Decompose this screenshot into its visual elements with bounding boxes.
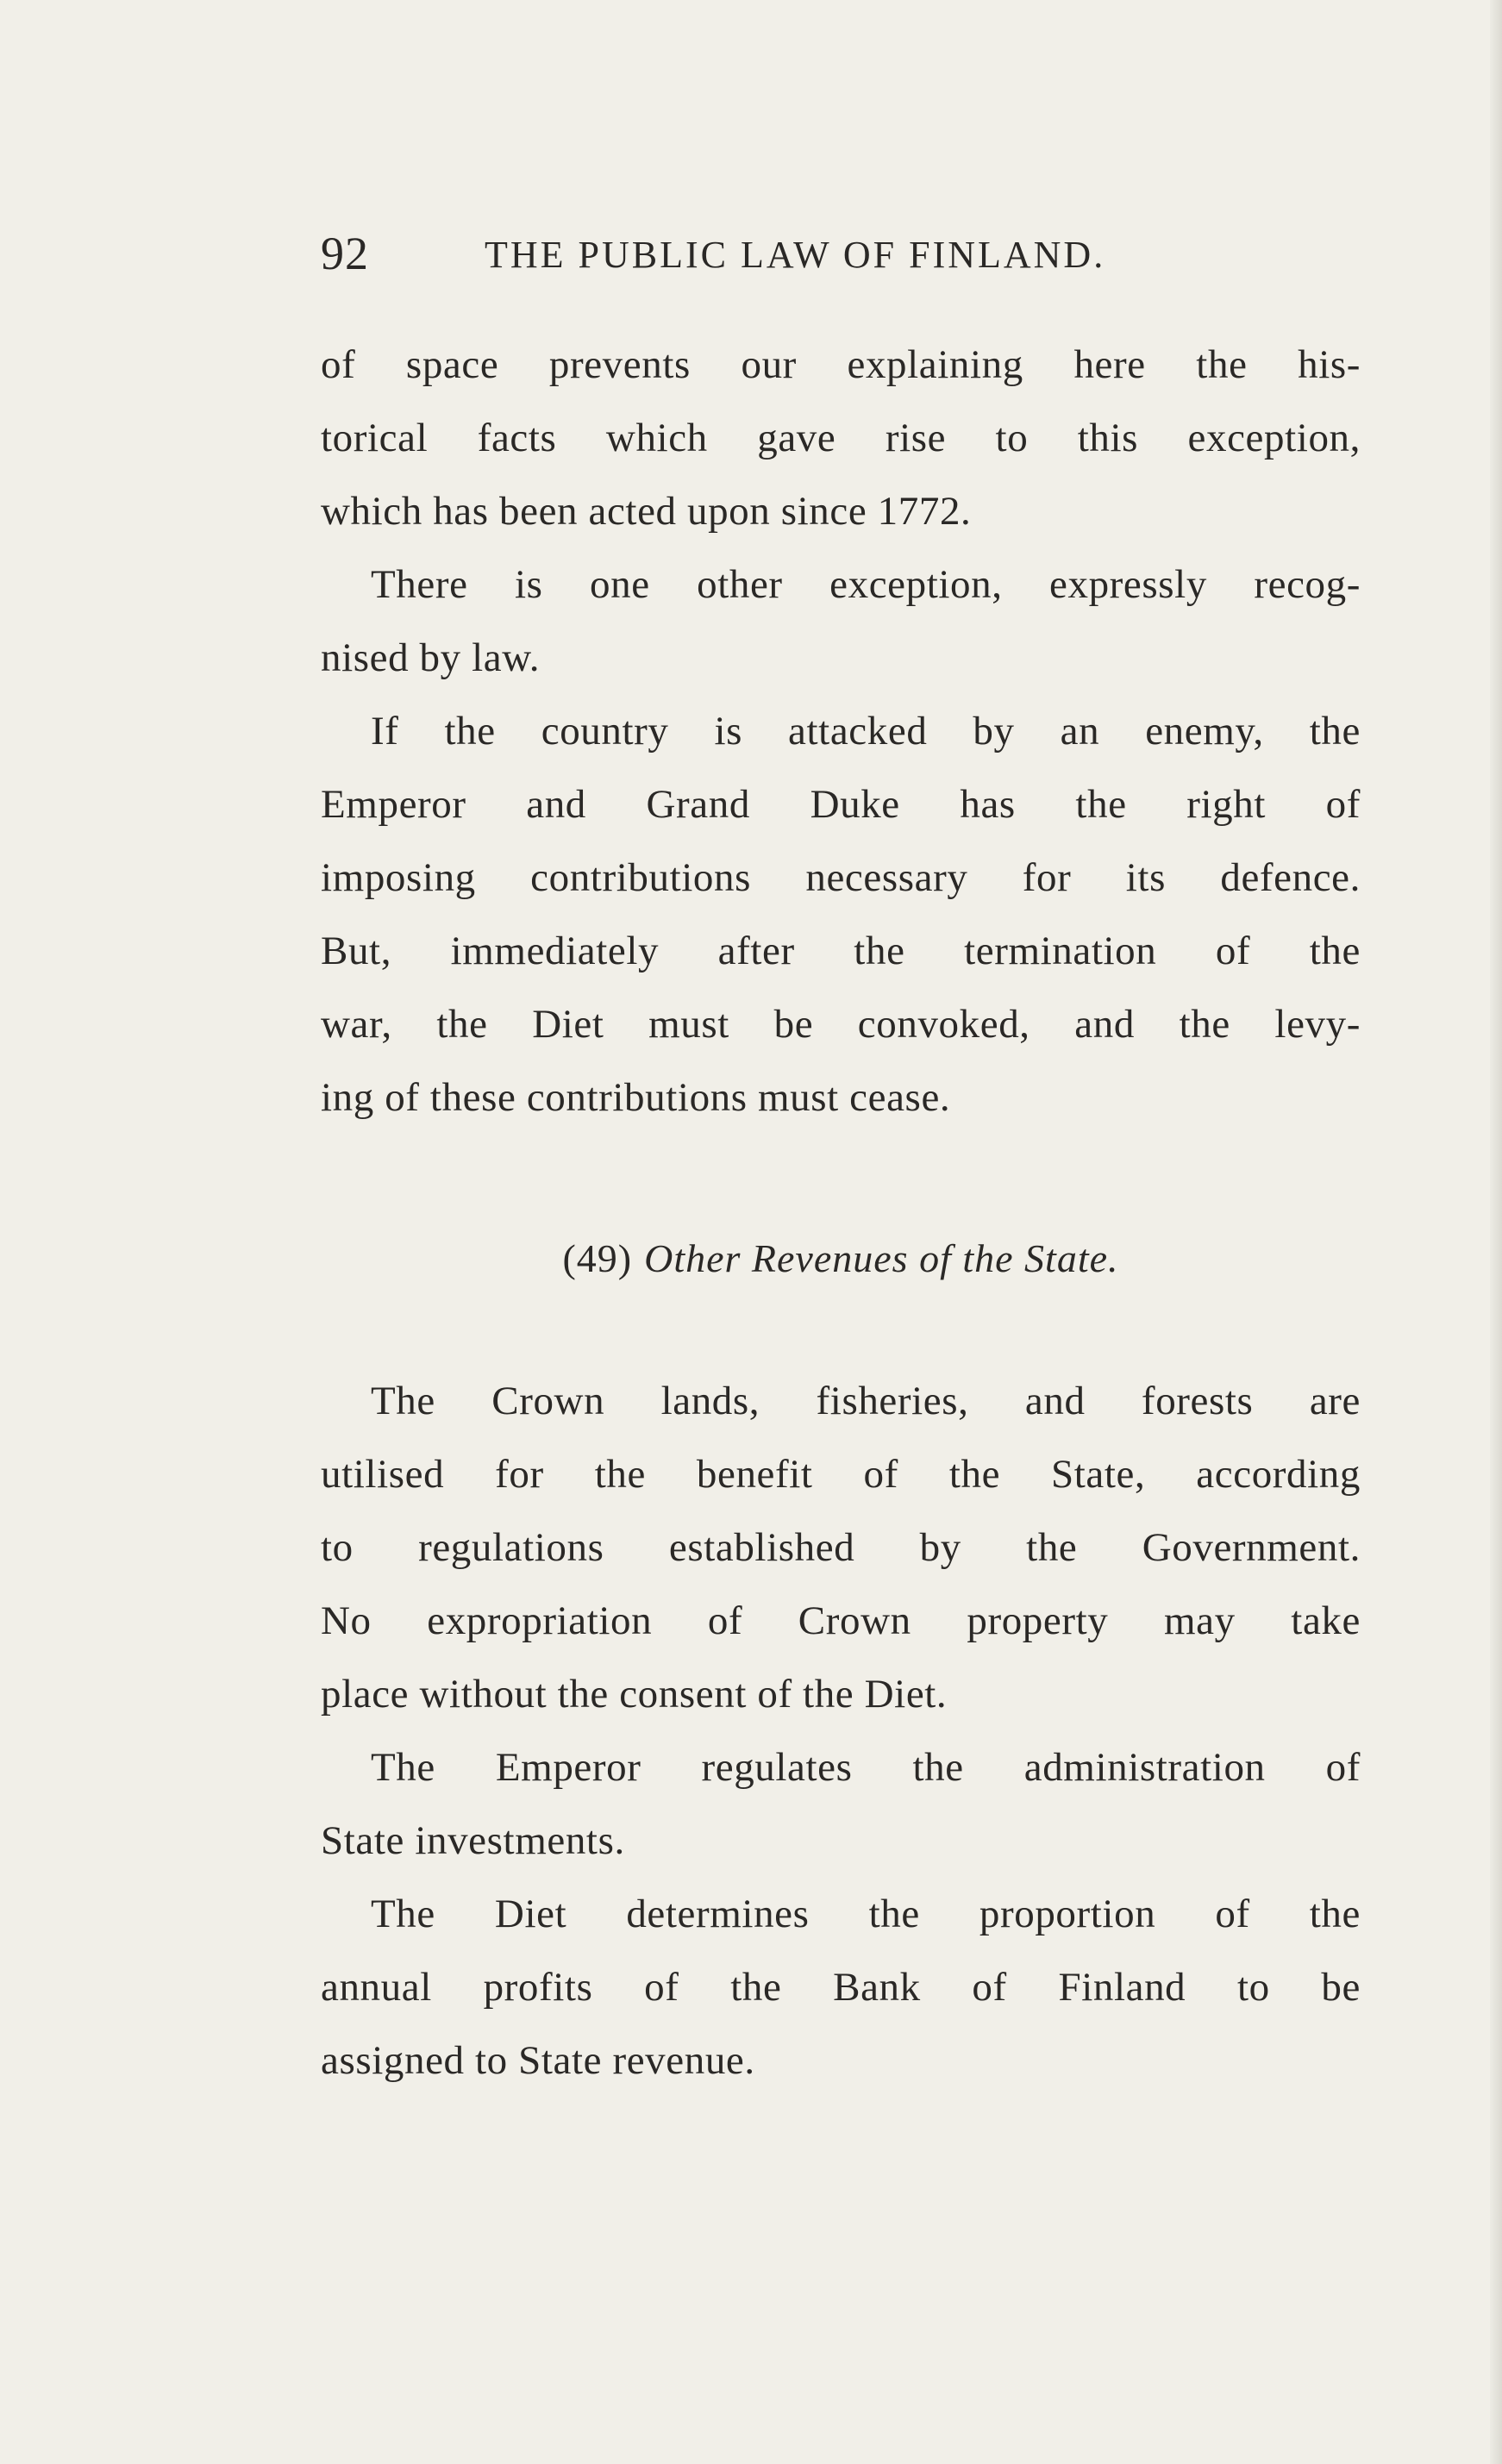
running-title: THE PUBLIC LAW OF FINLAND. — [485, 234, 1106, 276]
text-line: If the country is attacked by an enemy, the — [371, 709, 1361, 754]
running-head — [321, 226, 1217, 281]
text-line: Emperor and Grand Duke has the right of — [321, 782, 1361, 827]
text-line: utilised for the benefit of the State, according — [321, 1452, 1361, 1497]
text-line: torical facts which gave rise to this exception, — [321, 416, 1361, 460]
text-line: place without the consent of the Diet. — [321, 1672, 948, 1717]
page-number: 92 — [321, 228, 369, 279]
text-line: assigned to State revenue. — [321, 2038, 755, 2083]
text-line: of space prevents our explaining here the his- — [321, 342, 1361, 387]
text-line: There is one other exception, expressly recog- — [371, 562, 1361, 607]
section-heading — [321, 1229, 1361, 1289]
text-line: which has been acted upon since 1772. — [321, 489, 972, 534]
text-line: The Emperor regulates the administration of — [371, 1745, 1361, 1790]
text-line: war, the Diet must be convoked, and the levy- — [321, 1002, 1361, 1047]
page-edge-shadow — [1490, 0, 1502, 2464]
text-line: nised by law. — [321, 635, 541, 680]
section-title: Other Revenues of the State. — [644, 1236, 1119, 1280]
text-line: imposing contributions necessary for its defence. — [321, 855, 1361, 900]
text-line: No expropriation of Crown property may take — [321, 1598, 1361, 1643]
text-line: The Crown lands, fisheries, and forests are — [371, 1379, 1361, 1423]
text-line: annual profits of the Bank of Finland to be — [321, 1965, 1361, 2010]
text-line: to regulations established by the Government. — [321, 1525, 1361, 1570]
text-line: The Diet determines the proportion of the — [371, 1892, 1361, 1936]
section-number: (49) — [562, 1236, 633, 1280]
text-line: ing of these contributions must cease. — [321, 1075, 951, 1120]
text-line: State investments. — [321, 1818, 625, 1863]
text-line: But, immediately after the termination of the — [321, 929, 1361, 973]
